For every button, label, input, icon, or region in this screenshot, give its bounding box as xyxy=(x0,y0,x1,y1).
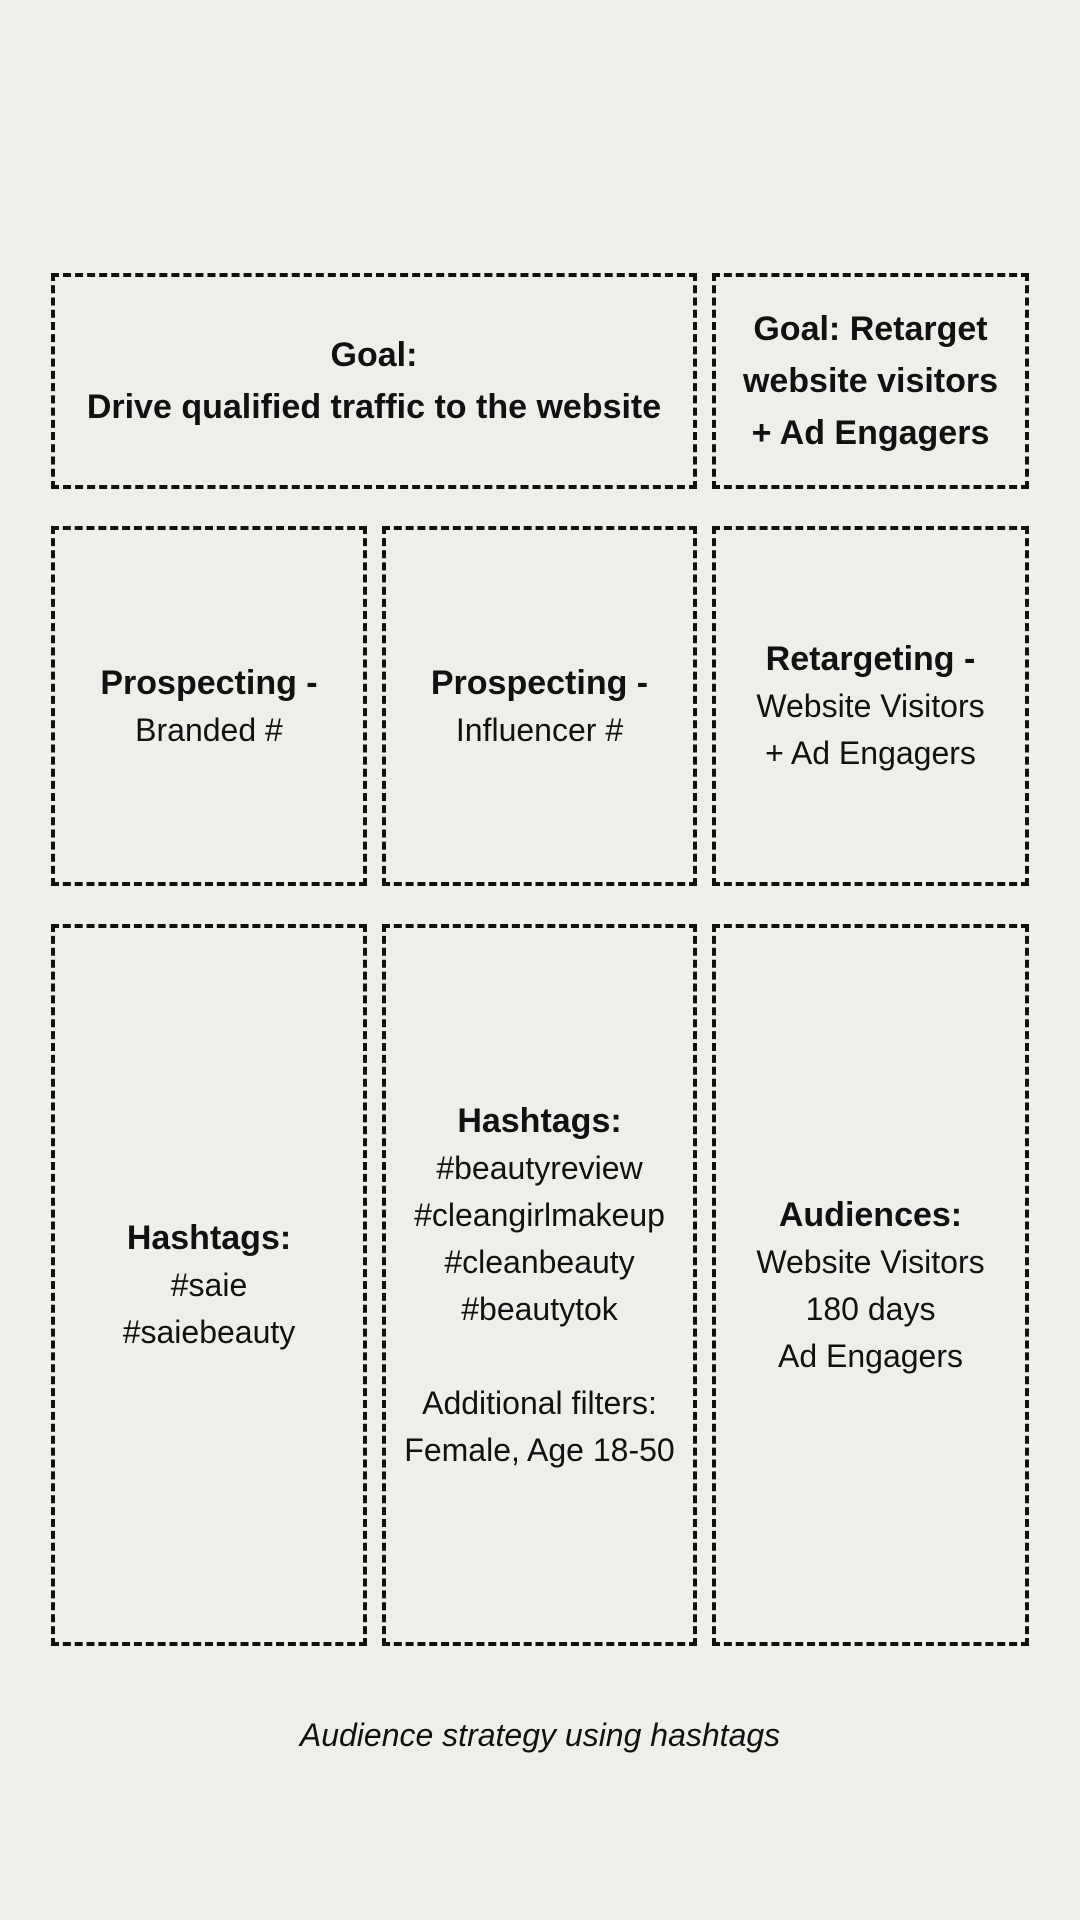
campaign-retargeting-title: Retargeting - xyxy=(765,640,976,678)
goal-retargeting-line2: website visitors xyxy=(742,362,999,400)
filters-value: Female, Age 18-50 xyxy=(404,1431,675,1468)
targeting-branded-title: Hashtags: xyxy=(126,1219,292,1257)
targeting-influencer-title: Hashtags: xyxy=(457,1101,622,1140)
goal-retargeting-line1: Goal: Retarget xyxy=(753,310,988,348)
campaign-retargeting-line2: + Ad Engagers xyxy=(765,735,976,771)
audience-item: 180 days xyxy=(805,1290,936,1327)
targeting-retargeting-title: Audiences: xyxy=(778,1195,963,1234)
targeting-influencer-box xyxy=(382,924,697,1646)
campaign-influencer-box xyxy=(382,526,697,886)
figure-caption: Audience strategy using hashtags xyxy=(299,1717,781,1753)
goal-prospecting-label: Goal: xyxy=(330,336,418,374)
campaign-retargeting-box xyxy=(712,526,1029,886)
goal-prospecting-text: Drive qualified traffic to the website xyxy=(86,388,662,426)
hashtag-item: #cleangirlmakeup xyxy=(414,1196,665,1233)
goal-retargeting-line3: + Ad Engagers xyxy=(751,414,990,452)
campaign-influencer-title: Prospecting - xyxy=(430,663,649,702)
audience-item: Ad Engagers xyxy=(777,1337,963,1374)
targeting-retargeting-box xyxy=(712,924,1029,1646)
hashtag-item: #cleanbeauty xyxy=(444,1243,635,1280)
campaign-branded-box xyxy=(51,526,367,886)
goal-retargeting-box xyxy=(712,273,1029,489)
hashtag-item: #beautytok xyxy=(461,1290,618,1327)
hashtag-item: #saie xyxy=(170,1267,248,1303)
hashtag-item: #saiebeauty xyxy=(122,1314,296,1350)
campaign-retargeting-line1: Website Visitors xyxy=(756,688,985,724)
hashtag-item: #beautyreview xyxy=(436,1149,643,1186)
goal-prospecting-box xyxy=(51,273,697,489)
audience-item: Website Visitors xyxy=(756,1243,985,1280)
campaign-branded-subtitle: Branded # xyxy=(135,711,283,748)
targeting-branded-box xyxy=(51,924,367,1646)
campaign-influencer-subtitle: Influencer # xyxy=(455,711,624,748)
campaign-branded-title: Prospecting - xyxy=(100,663,318,702)
filters-label: Additional filters: xyxy=(422,1384,657,1421)
